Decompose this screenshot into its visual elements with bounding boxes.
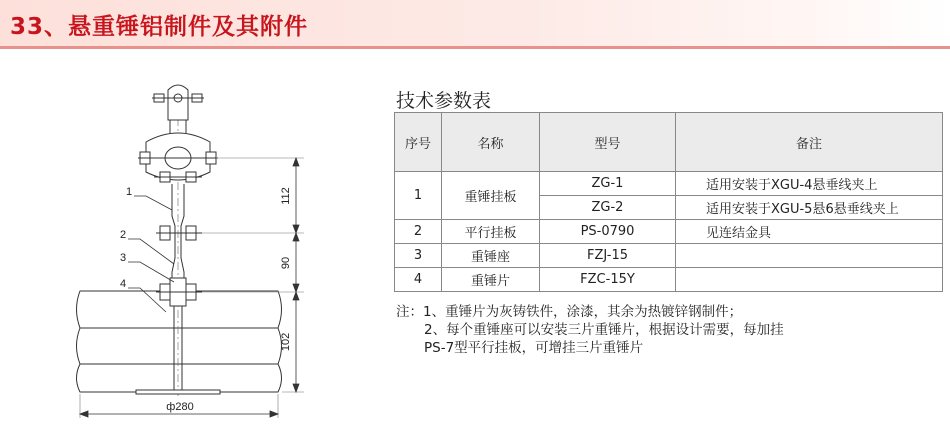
- row-1-model-a: ZG-1: [540, 172, 676, 196]
- table-row: [395, 220, 943, 244]
- row-4-model: FZC-15Y: [540, 268, 676, 292]
- page-title: 33、悬重锤铝制件及其附件: [10, 14, 309, 40]
- header-model: 型号: [540, 113, 676, 172]
- row-1-name: 重锤挂板: [442, 172, 540, 220]
- note-line-2: 2、每个重锤座可以安装三片重锤片，根据设计需要，每加挂: [424, 322, 784, 338]
- row-4-note: [676, 268, 943, 292]
- technical-drawing: [66, 76, 316, 430]
- header-name: 名称: [442, 113, 540, 172]
- row-4-name: 重锤片: [442, 268, 540, 292]
- row-1-note-b: 适用安装于XGU-5悬6悬垂线夹上: [676, 196, 943, 220]
- suspension-clamp: [138, 133, 218, 182]
- notes-block: [396, 303, 784, 357]
- header-note: 备注: [676, 113, 943, 172]
- row-2-note: 见连结金具: [676, 220, 943, 244]
- row-3-note: [676, 244, 943, 268]
- row-2-name: 平行挂板: [442, 220, 540, 244]
- header-index: 序号: [395, 113, 442, 172]
- table-header-row: [395, 113, 943, 172]
- table-row: [395, 172, 943, 196]
- row-1-model-b: ZG-2: [540, 196, 676, 220]
- part-label-2: 2: [120, 229, 127, 241]
- dimension-label-112: 112: [280, 187, 292, 205]
- note-line-3: PS-7型平行挂板，可增挂三片重锤片: [424, 340, 644, 356]
- base-plate: [136, 390, 220, 394]
- row-3-model: FZJ-15: [540, 244, 676, 268]
- row-1-index: 1: [395, 172, 442, 220]
- part-label-4: 4: [120, 278, 127, 290]
- dimension-label-90: 90: [280, 256, 292, 270]
- dimension-line-vertical: [293, 158, 299, 392]
- top-clevis: [152, 85, 204, 134]
- title-rule: [0, 46, 950, 49]
- row-3-name: 重锤座: [442, 244, 540, 268]
- table-row: [395, 244, 943, 268]
- dimension-label-diameter: ф280: [166, 401, 194, 413]
- part-label-3: 3: [120, 252, 127, 264]
- row-2-model: PS-0790: [540, 220, 676, 244]
- hanging-plate: [156, 184, 202, 288]
- row-1-note-a: 适用安装于XGU-4悬垂线夹上: [676, 172, 943, 196]
- part-label-1: 1: [126, 186, 133, 198]
- dimension-label-102: 102: [280, 332, 292, 352]
- parameter-table: [394, 112, 943, 292]
- note-line-1: 注：1、重锤片为灰铸铁件，涂漆，其余为热镀锌钢制件；: [396, 304, 743, 320]
- row-4-index: 4: [395, 268, 442, 292]
- row-2-index: 2: [395, 220, 442, 244]
- table-row: [395, 268, 943, 292]
- row-3-index: 3: [395, 244, 442, 268]
- table-heading: 技术参数表: [396, 90, 492, 112]
